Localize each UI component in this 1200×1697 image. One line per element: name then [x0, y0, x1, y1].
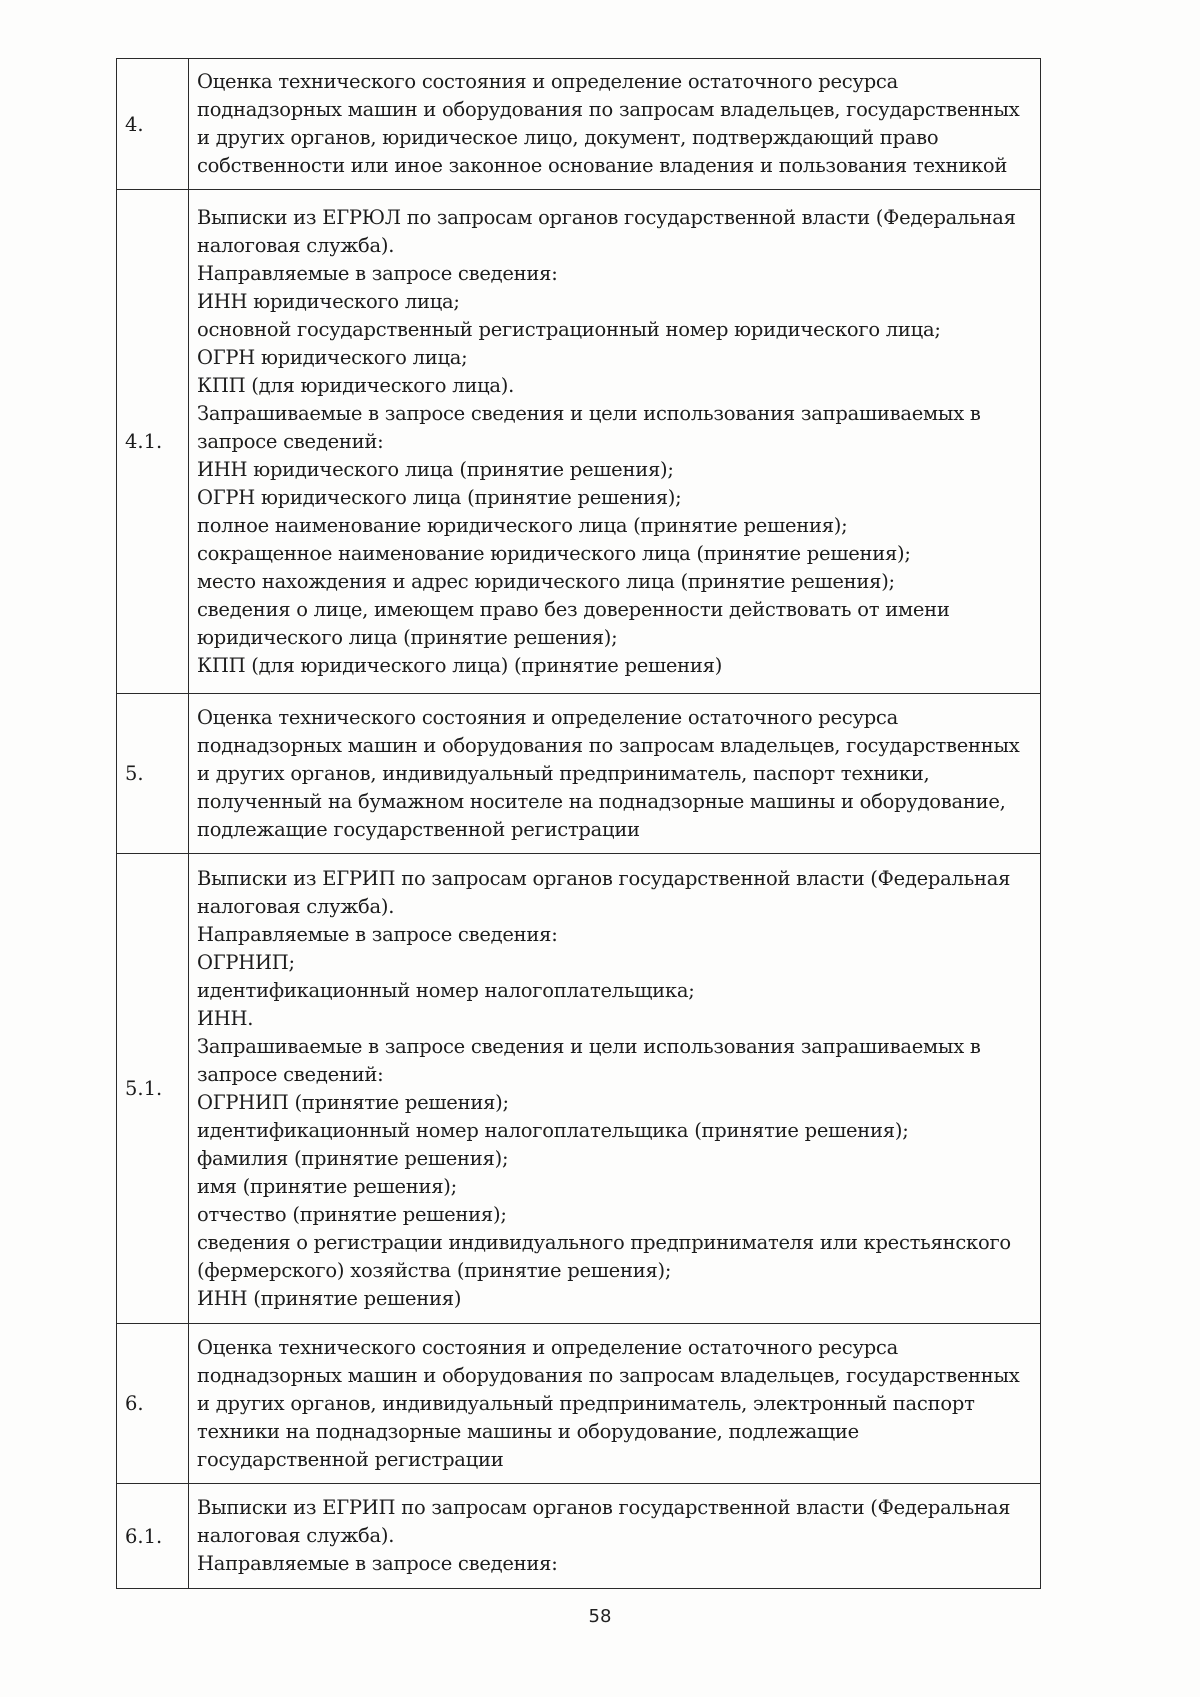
row-content [189, 1484, 1041, 1589]
text-line: юридического лица (принятие решения); [197, 625, 618, 649]
page-number: 58 [588, 1606, 612, 1627]
table-row [117, 190, 1041, 694]
table-row [117, 854, 1041, 1324]
text-line: КПП (для юридического лица) (принятие решения) [197, 653, 723, 677]
text-line: КПП (для юридического лица). [197, 373, 515, 397]
text-line: основной государственный регистрационный номер юридического лица; [197, 317, 941, 341]
text-line: запросе сведений: [197, 429, 384, 453]
text-line: государственной регистрации [197, 1447, 504, 1471]
text-line: Выписки из ЕГРЮЛ по запросам органов государственной власти (Федеральная [197, 205, 1016, 229]
text-line: поднадзорных машин и оборудования по запросам владельцев, государственных [197, 98, 1020, 121]
services-table [116, 58, 1041, 1589]
text-line: сведения о регистрации индивидуального предпринимателя или крестьянского [197, 1230, 1011, 1254]
text-line: полное наименование юридического лица (принятие решения); [197, 513, 848, 537]
text-line: идентификационный номер налогоплательщика; [197, 978, 695, 1002]
text-line: ИНН (принятие решения) [197, 1286, 462, 1310]
text-line: налоговая служба). [197, 894, 395, 918]
text-line: идентификационный номер налогоплательщика (принятие решения); [197, 1118, 909, 1142]
row-content [189, 854, 1041, 1324]
table-row [117, 694, 1041, 854]
text-line: фамилия (принятие решения); [197, 1146, 509, 1170]
text-line: ИНН. [197, 1006, 254, 1030]
text-line: техники на поднадзорные машины и оборудование, подлежащие [197, 1419, 859, 1443]
text-line: Оценка технического состояния и определение остаточного ресурса [197, 705, 898, 729]
text-line: имя (принятие решения); [197, 1174, 457, 1198]
text-line: и других органов, индивидуальный предприниматель, паспорт техники, [197, 761, 930, 785]
text-line: ИНН юридического лица (принятие решения); [197, 457, 674, 481]
row-content [189, 694, 1041, 854]
text-line: Выписки из ЕГРИП по запросам органов государственной власти (Федеральная [197, 866, 1011, 890]
text-line: налоговая служба). [197, 233, 395, 257]
row-number: 6.1. [117, 1484, 189, 1589]
text-line: полученный на бумажном носителе на поднадзорные машины и оборудование, [197, 789, 1006, 813]
text-line: Направляемые в запросе сведения: [197, 922, 558, 946]
row-number: 4. [117, 59, 189, 190]
row-number: 6. [117, 1324, 189, 1484]
text-line: ОГРНИП (принятие решения); [197, 1090, 509, 1114]
text-line: (фермерского) хозяйства (принятие решения); [197, 1258, 672, 1282]
text-line: Направляемые в запросе сведения: [197, 1552, 558, 1575]
text-line: поднадзорных машин и оборудования по запросам владельцев, государственных [197, 733, 1020, 757]
text-line: Выписки из ЕГРИП по запросам органов государственной власти (Федеральная [197, 1496, 1011, 1519]
text-line: налоговая служба). [197, 1524, 395, 1547]
row-content [189, 190, 1041, 694]
text-line: поднадзорных машин и оборудования по запросам владельцев, государственных [197, 1363, 1020, 1387]
row-number: 5.1. [117, 854, 189, 1324]
text-line: место нахождения и адрес юридического лица (принятие решения); [197, 569, 895, 593]
table-row [117, 1484, 1041, 1589]
text-line: Оценка технического состояния и определение остаточного ресурса [197, 1335, 898, 1359]
table-row [117, 1324, 1041, 1484]
text-line: Запрашиваемые в запросе сведения и цели использования запрашиваемых в [197, 401, 981, 425]
text-line: подлежащие государственной регистрации [197, 817, 640, 841]
text-line: ОГРН юридического лица; [197, 345, 468, 369]
text-line: ОГРН юридического лица (принятие решения); [197, 485, 682, 509]
text-line: Оценка технического состояния и определение остаточного ресурса [197, 70, 898, 93]
row-number: 5. [117, 694, 189, 854]
row-content [189, 59, 1041, 190]
text-line: запросе сведений: [197, 1062, 384, 1086]
text-line: Запрашиваемые в запросе сведения и цели использования запрашиваемых в [197, 1034, 981, 1058]
text-line: и других органов, индивидуальный предприниматель, электронный паспорт [197, 1391, 975, 1415]
text-line: сведения о лице, имеющем право без доверенности действовать от имени [197, 597, 950, 621]
table-row [117, 59, 1041, 190]
text-line: ОГРНИП; [197, 950, 295, 974]
row-number: 4.1. [117, 190, 189, 694]
row-content [189, 1324, 1041, 1484]
text-line: ИНН юридического лица; [197, 289, 460, 313]
text-line: Направляемые в запросе сведения: [197, 261, 558, 285]
text-line: и других органов, юридическое лицо, документ, подтверждающий право [197, 126, 939, 149]
text-line: собственности или иное законное основание владения и пользования техникой [197, 154, 1008, 177]
text-line: сокращенное наименование юридического лица (принятие решения); [197, 541, 911, 565]
text-line: отчество (принятие решения); [197, 1202, 507, 1226]
